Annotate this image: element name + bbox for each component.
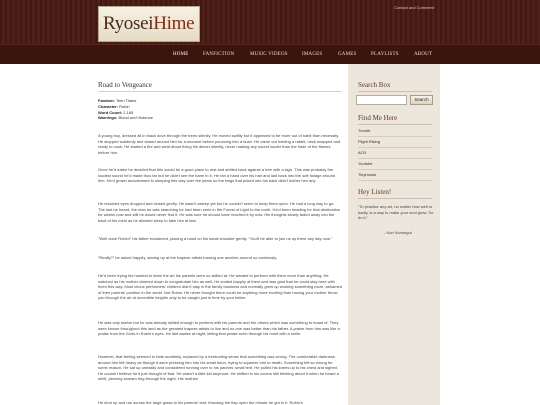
meta-word-count: Word Count: 2,165: [98, 109, 134, 115]
sidebar-link-tumblr[interactable]: Tumblr: [358, 127, 432, 137]
nav-fanfiction[interactable]: FANFICTION: [203, 52, 235, 57]
post-meta: [98, 98, 342, 121]
logo-text-ryosei: Ryosei: [103, 13, 154, 34]
sidebar-quote: "To practice any art, no matter how well or badly, is a way to make your soul grow. So do it.": [358, 204, 434, 221]
sidebar-divider: [358, 124, 432, 125]
search-button[interactable]: Search: [410, 95, 433, 105]
sidebar-link-youtube[interactable]: Youtube: [358, 160, 432, 170]
sidebar-divider: [358, 91, 432, 92]
hey-listen-heading: Hey Listen!: [358, 188, 392, 196]
logo-text-hime: Hime: [153, 13, 195, 34]
nav-music-videos[interactable]: MUSIC VIDEOS: [250, 52, 288, 57]
nav-home[interactable]: HOME: [173, 52, 189, 57]
sidebar: [348, 64, 440, 405]
contact-link[interactable]: Contact and Comment: [393, 5, 434, 10]
meta-warnings: Warnings: Blood and Violence: [98, 115, 153, 121]
meta-fandom: Fandom: Teen Titans: [98, 98, 137, 103]
story-paragraph: He'd been trying his hardest to learn the art his parents were so skilled at. He wanted to perform with them more than anything. He watched as his mother climbed down to congratulate him as well. He smiled happily at them and was glad that he could stay here with them this way. Most circus performers' children didn't stay in the family business and normally grew up working something more, ashamed of their parents' position in the world. Not Robin. He never thought there could be anything more exciting than having your mother throw you through the air at incredible heights only to be caught just in time by your father.: [98, 273, 342, 301]
story-paragraph: "Well done Robin!" his father exclaimed, placing a hand on his small shoulder gently. "You'll be able to join us up there any day now.": [98, 236, 333, 241]
search-input[interactable]: [356, 95, 407, 105]
story-paragraph: He resolved eyes dropped and closed gently. He wasn't asleep yet but he couldn't seem to keep them open. He had a long way to go. The last he heard, the man he was searching for had been seen in the Forest of Light to the north. He'd been heading for that destination for weeks now and still he would never find it. He was sure he should have reached it by now. His thoughts slowly faded away into the back of his mind as he allowed sleep to take him at last.: [98, 201, 341, 223]
sidebar-link-tinyhouse[interactable]: Tinyhouse: [358, 171, 432, 181]
meta-character: Character: Robin: [98, 103, 130, 109]
sidebar-link-ao3[interactable]: AO3: [358, 149, 432, 159]
main-content: [98, 64, 342, 405]
story-paragraph: He was only twelve but he was already skilled enough to perform with his parents and the others which was something to boast of. They were known throughout this land as the greatest trapeze artists to live and no one was better than his father. A praise from him was like a praise from the Gods in Robin's eyes. He laid awake at night, letting that praise echo through his mind with a smile.: [98, 320, 340, 337]
search-box-heading: Search Box: [358, 81, 391, 89]
main-navigation: [0, 44, 540, 64]
site-logo[interactable]: [98, 6, 200, 42]
story-paragraph: However, that feeling seemed to fade suddenly, replaced by a foreboding sense that something was wrong. The comfortable darkness around him felt heavy as though it were pressing him into his small futon, trying to squeeze him to death. Something felt so wrong for some reason. He sat up uneasily and considered running over to his parents' small tent. He pulled his knees up to his chest and sighed. He couldn't believe he'd just thought of that. He wasn't a little kid anymore. He shifted in his covers still thinking about it when he heard a shrill, piercing scream ring through the night. His mother!: [98, 354, 339, 382]
nav-images[interactable]: IMAGES: [302, 52, 323, 57]
post-title[interactable]: Road to Vengeance: [98, 81, 152, 89]
sidebar-divider: [358, 198, 432, 199]
quote-author: - Kurt Vonnegut: [384, 230, 412, 235]
story-paragraph: A young boy, dressed all in black dove through the trees silently. He moved swiftly but it appeared to be more out of habit than necessity. He stopped suddenly and stared around him for a moment before pouncing into a bush. He came out holding a rabbit, neck snapped and ready to cook. He started a fire and went about fixing his dinner silently, never making any sound louder than the hiser of the flames before him.: [98, 133, 341, 155]
nav-games[interactable]: GAMES: [338, 52, 357, 57]
story-paragraph: He shot up and ran across the large grass to his parents' tent, throwing the flap open the minute he got to it. Robin's: [98, 400, 303, 405]
sidebar-link-flight-rising[interactable]: Flight Rising: [358, 138, 432, 148]
find-me-heading: Find Me Here: [358, 114, 398, 122]
title-divider: [98, 91, 342, 92]
nav-playlists[interactable]: PLAYLISTS: [371, 52, 399, 57]
nav-about[interactable]: ABOUT: [414, 52, 433, 57]
story-paragraph: Once he'd eaten he decided that this would be a good place to rest and settled back against a tree with a sigh. This was probably the loudest sound he'd made thus far but he didn't see the harm in it. He ran a hand over his hair and laid back into the soft foliage around him. He'd grown accustomed to sleeping this way over the years so the twigs that poked into his back didn't bother him any.: [98, 167, 336, 184]
story-paragraph: "Really?" he asked happily, staring up at the trapeze artists tossing one another around so carelessly.: [98, 255, 278, 260]
